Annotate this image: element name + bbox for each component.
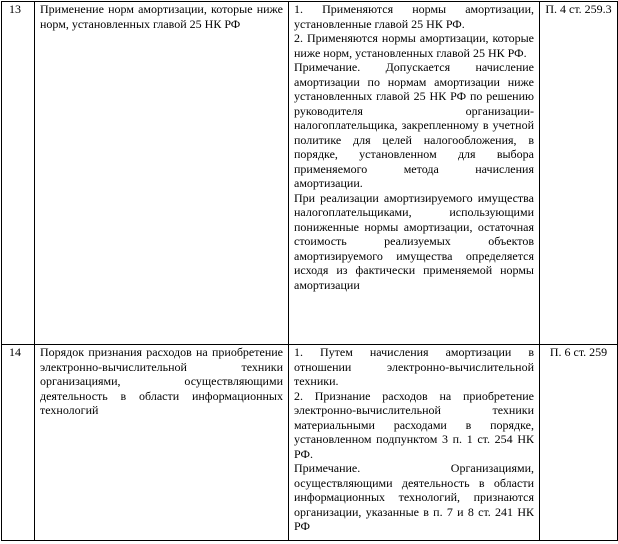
table-row — [2, 345, 618, 541]
topic-text: Применение норм амортизации, которые ниже норм, установленных главой 25 НК РФ — [40, 2, 283, 31]
option-paragraph: 1. Применяются нормы амортизации, установленные главой 25 НК РФ. — [294, 2, 534, 31]
row-number: 13 — [2, 2, 35, 345]
option-paragraph: 2. Применяются нормы амортизации, которые ниже норм, установленных главой 25 НК РФ. — [294, 31, 534, 60]
option-paragraph: 1. Путем начисления амортизации в отношении электронно-вычислительной техники. — [294, 345, 534, 388]
table-row — [2, 2, 618, 345]
row-topic — [35, 2, 289, 345]
row-options — [289, 2, 540, 345]
row-options — [289, 345, 540, 541]
note-paragraph: При реализации амортизируемого имущества налогоплательщиками, использующими пониженные нормы амортизации, остаточная стоимость реализуемых объектов амортизируемого имущества определяется исходя из фактически применяемой нормы амортизации — [294, 190, 534, 292]
row-topic — [35, 345, 289, 541]
topic-text: Порядок признания расходов на приобретение электронно-вычислительной техники организациями, осуществляющими деятельность в области информационных технологий — [40, 345, 283, 417]
option-paragraph: 2. Признание расходов на приобретение электронно-вычислительной техники материальными расходами в порядке, установленном подпунктом 3 п. 1 ст. 254 НК РФ. — [294, 388, 534, 461]
note-paragraph: Примечание. Организациями, осуществляющими деятельность в области информационных технологий, признаются организации, указанные в п. 7 и 8 ст. 241 НК РФ — [294, 461, 534, 533]
row-number: 14 — [2, 345, 35, 541]
note-paragraph: Примечание. Допускается начисление амортизации по нормам амортизации ниже установленных главой 25 НК РФ по решению руководителя организации-налогоплательщика, закрепленному в учетной политике для целей налогообложения, в порядке, установленном для выбора применяемого метода начисления амортизации. — [294, 60, 534, 190]
row-reference: П. 4 ст. 259.3 — [540, 2, 618, 345]
row-reference: П. 6 ст. 259 — [540, 345, 618, 541]
document-table — [1, 1, 618, 541]
